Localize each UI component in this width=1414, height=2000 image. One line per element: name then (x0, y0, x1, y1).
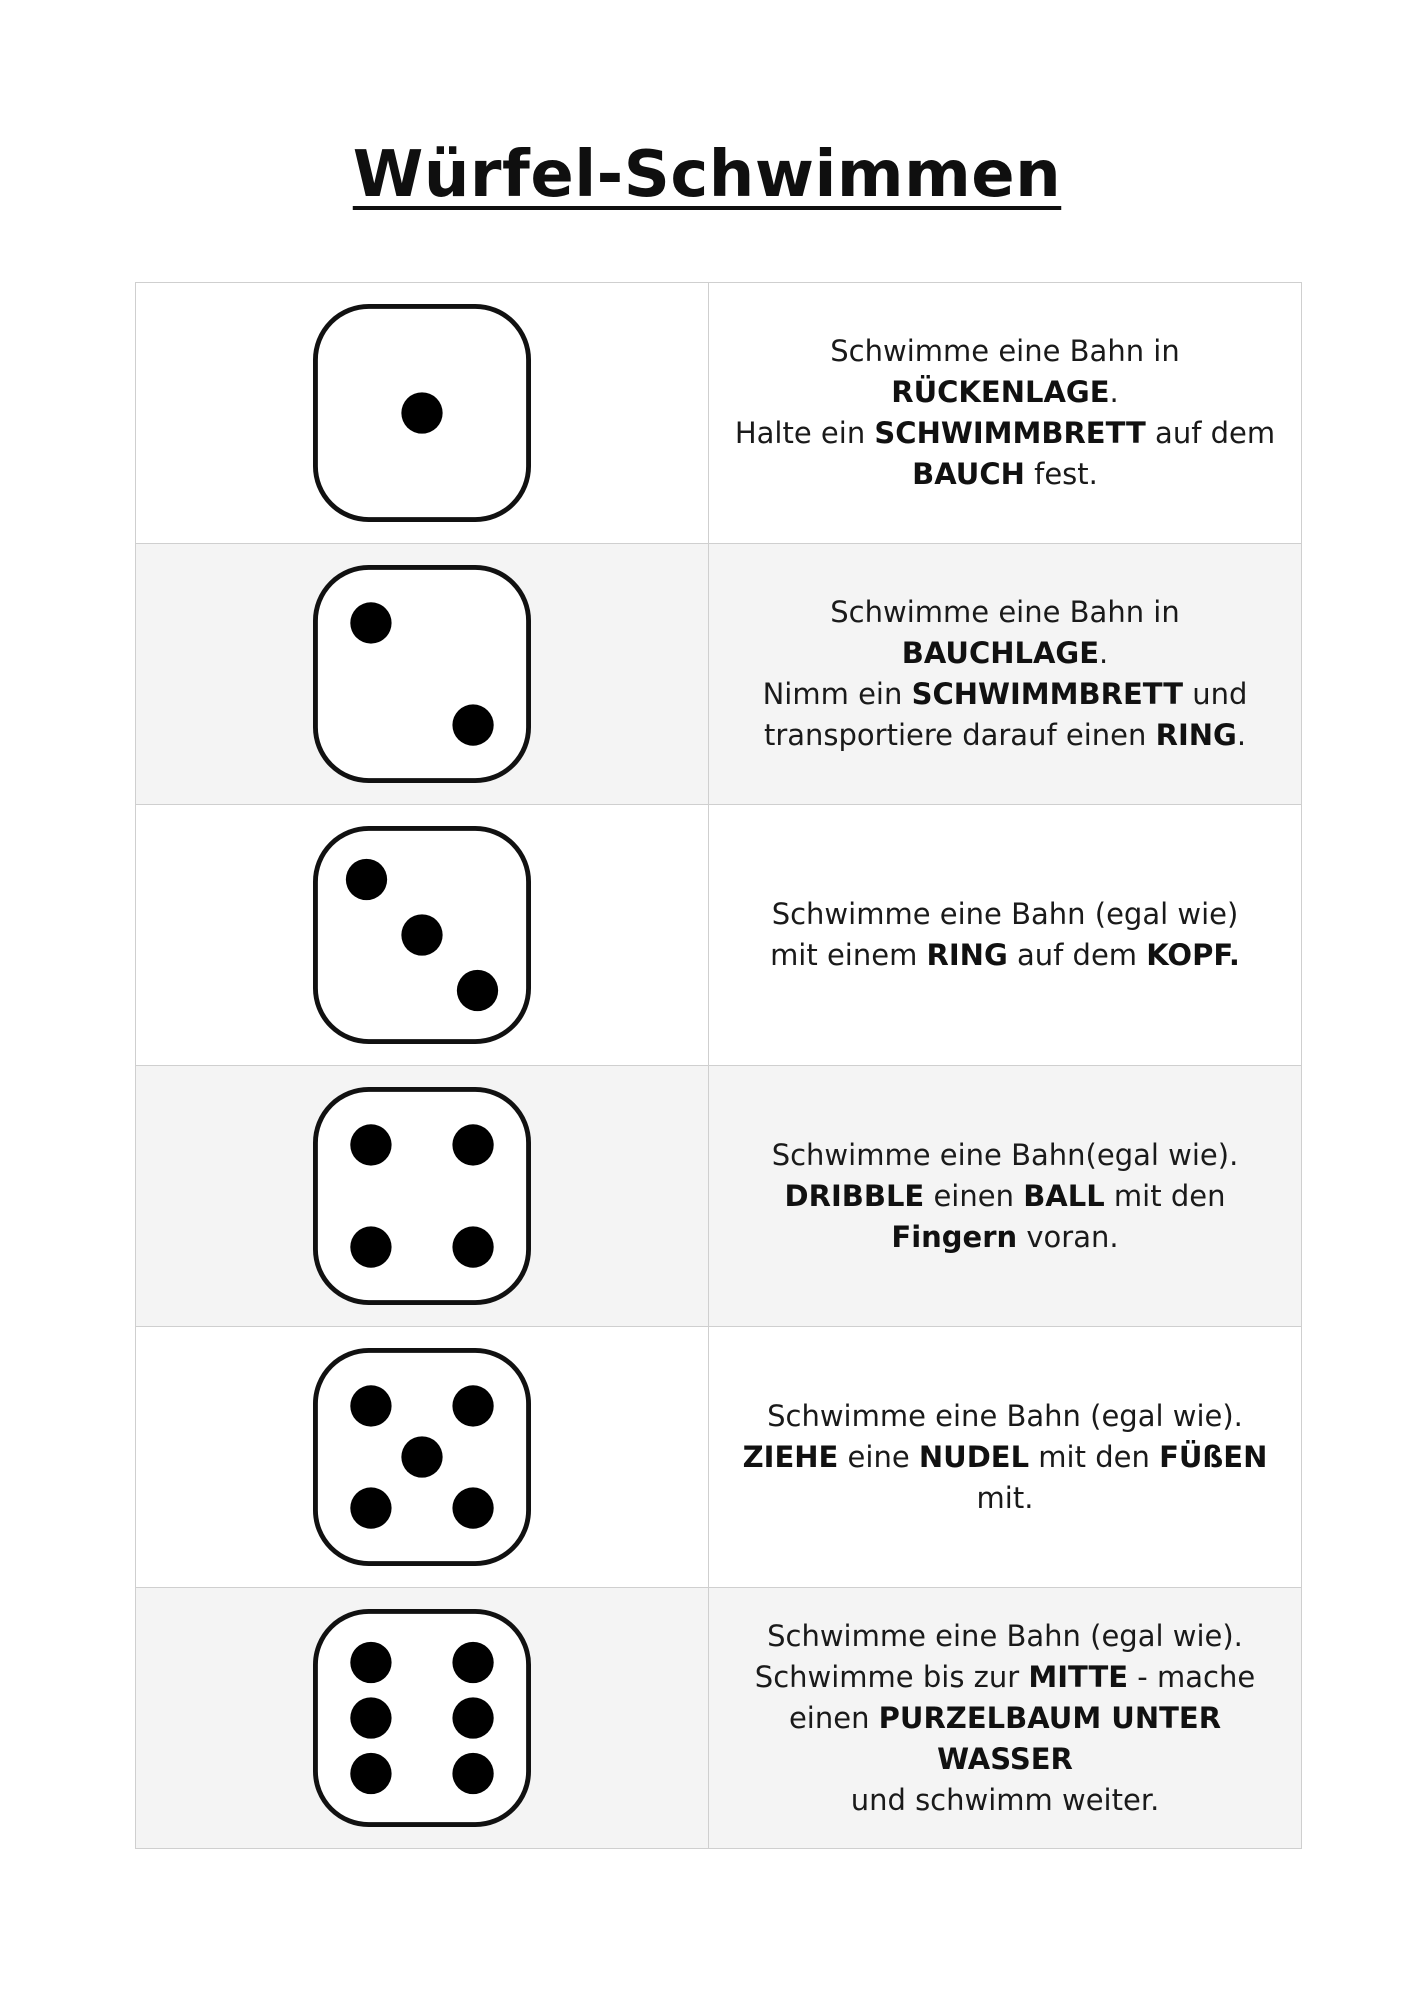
die-pip (401, 392, 442, 433)
die-4-icon (311, 1085, 533, 1307)
die-pip (346, 859, 387, 900)
instruction-text: und (1183, 677, 1248, 711)
dice-cell (136, 544, 709, 805)
instruction-text: Nimm ein (762, 677, 912, 711)
instruction-text: Schwimme bis zur (754, 1659, 1029, 1694)
instruction-keyword: KOPF. (1146, 938, 1240, 972)
die-2-icon (311, 563, 533, 785)
die-pip (350, 1385, 391, 1426)
instruction-text: Halte ein (734, 416, 875, 450)
instruction-line (719, 331, 1291, 372)
instruction-keyword: RING (1155, 718, 1237, 752)
die-pip (452, 1642, 493, 1683)
instruction-keyword: SCHWIMMBRETT (874, 416, 1146, 450)
instruction-keyword: NUDEL (918, 1439, 1030, 1474)
instruction-text: eine (838, 1439, 919, 1474)
instruction-line (719, 715, 1291, 756)
die-pip (350, 1487, 391, 1528)
instruction-text: einen (924, 1178, 1024, 1213)
table-row (136, 283, 1302, 544)
instruction-text: voran. (1017, 1219, 1119, 1254)
die-pip (452, 1124, 493, 1165)
instruction-keyword: Fingern (891, 1219, 1018, 1254)
instruction-text: . (1236, 718, 1247, 752)
die-1-icon (311, 302, 533, 524)
instruction-keyword: MITTE (1028, 1659, 1129, 1694)
instruction-cell (709, 1066, 1302, 1327)
instruction-keyword: BAUCH (912, 457, 1025, 491)
die-pip (350, 1226, 391, 1267)
instruction-line (719, 1135, 1291, 1176)
instruction-line (719, 1217, 1291, 1258)
table-row (136, 805, 1302, 1066)
dice-cell (136, 1066, 709, 1327)
die-pip (452, 704, 493, 745)
dice-cell (136, 1327, 709, 1588)
instruction-line (719, 592, 1291, 633)
die-pip (457, 970, 498, 1011)
instruction-text: mit einem (770, 938, 927, 972)
instruction-keyword: RING (926, 938, 1008, 972)
die-pip (350, 1642, 391, 1683)
instruction-keyword: BALL (1023, 1178, 1105, 1213)
instruction-keyword: RÜCKENLAGE (891, 375, 1110, 409)
instruction-line (719, 454, 1291, 495)
die-pip (350, 1124, 391, 1165)
die-pip (401, 1436, 442, 1477)
instruction-line (719, 1176, 1291, 1217)
instruction-cell (709, 805, 1302, 1066)
instruction-cell (709, 1588, 1302, 1849)
instruction-line (719, 1437, 1291, 1478)
die-pip (350, 1753, 391, 1794)
instruction-text: . (1109, 375, 1119, 409)
instruction-line (719, 894, 1291, 935)
instruction-text: auf dem (1145, 416, 1276, 450)
dice-table (135, 282, 1302, 1849)
die-pip (350, 1697, 391, 1738)
instruction-line (719, 633, 1291, 674)
instruction-line (719, 1478, 1291, 1519)
instruction-line (719, 1396, 1291, 1437)
dice-cell (136, 805, 709, 1066)
instruction-text: transportiere darauf einen (763, 718, 1156, 752)
die-pip (452, 1697, 493, 1738)
dice-cell (136, 1588, 709, 1849)
instruction-text: Schwimme eine Bahn in (830, 334, 1180, 368)
instruction-text: Schwimme eine Bahn(egal wie). (771, 1137, 1239, 1172)
page-title: Würfel-Schwimmen (352, 138, 1062, 212)
instruction-keyword: FÜßEN (1159, 1439, 1268, 1474)
instruction-text: Schwimme eine Bahn (egal wie) (771, 897, 1239, 931)
die-5-icon (311, 1346, 533, 1568)
instruction-text: auf dem (1007, 938, 1147, 972)
instruction-keyword: PURZELBAUM UNTER WASSER (878, 1700, 1222, 1776)
instruction-cell (709, 283, 1302, 544)
instruction-text: Schwimme eine Bahn (egal wie). (767, 1398, 1243, 1433)
instruction-text: mit den (1029, 1439, 1160, 1474)
die-pip (452, 1487, 493, 1528)
instruction-keyword: ZIEHE (742, 1439, 839, 1474)
instruction-cell (709, 544, 1302, 805)
instruction-line (719, 1780, 1291, 1821)
instruction-text: einen (788, 1700, 879, 1735)
instruction-keyword: BAUCHLAGE (901, 636, 1100, 670)
die-pip (452, 1753, 493, 1794)
instruction-text: Schwimme eine Bahn (egal wie). (767, 1618, 1243, 1653)
table-row (136, 1066, 1302, 1327)
instruction-line (719, 674, 1291, 715)
die-face (315, 1611, 528, 1824)
instruction-text: . (1099, 636, 1109, 670)
instruction-line (719, 372, 1291, 413)
instruction-line (719, 935, 1291, 976)
die-pip (350, 602, 391, 643)
die-pip (452, 1226, 493, 1267)
instruction-text: mit den (1104, 1178, 1226, 1213)
instruction-text: Schwimme eine Bahn in (830, 595, 1180, 629)
dice-cell (136, 283, 709, 544)
instruction-cell (709, 1327, 1302, 1588)
die-face (315, 567, 528, 780)
instruction-line (719, 413, 1291, 454)
instruction-keyword: SCHWIMMBRETT (911, 677, 1183, 711)
table-row (136, 544, 1302, 805)
die-3-icon (311, 824, 533, 1046)
die-pip (401, 914, 442, 955)
instruction-text: fest. (1024, 457, 1098, 491)
instruction-line (719, 1657, 1291, 1698)
instruction-keyword: DRIBBLE (784, 1178, 925, 1213)
table-row (136, 1588, 1302, 1849)
instruction-text: - mache (1128, 1659, 1256, 1694)
die-face (315, 1089, 528, 1302)
die-pip (452, 1385, 493, 1426)
instruction-line (719, 1616, 1291, 1657)
instruction-line (719, 1698, 1291, 1780)
instruction-text: mit. (976, 1480, 1034, 1515)
die-6-icon (311, 1607, 533, 1829)
table-row (136, 1327, 1302, 1588)
instruction-text: und schwimm weiter. (850, 1782, 1160, 1817)
